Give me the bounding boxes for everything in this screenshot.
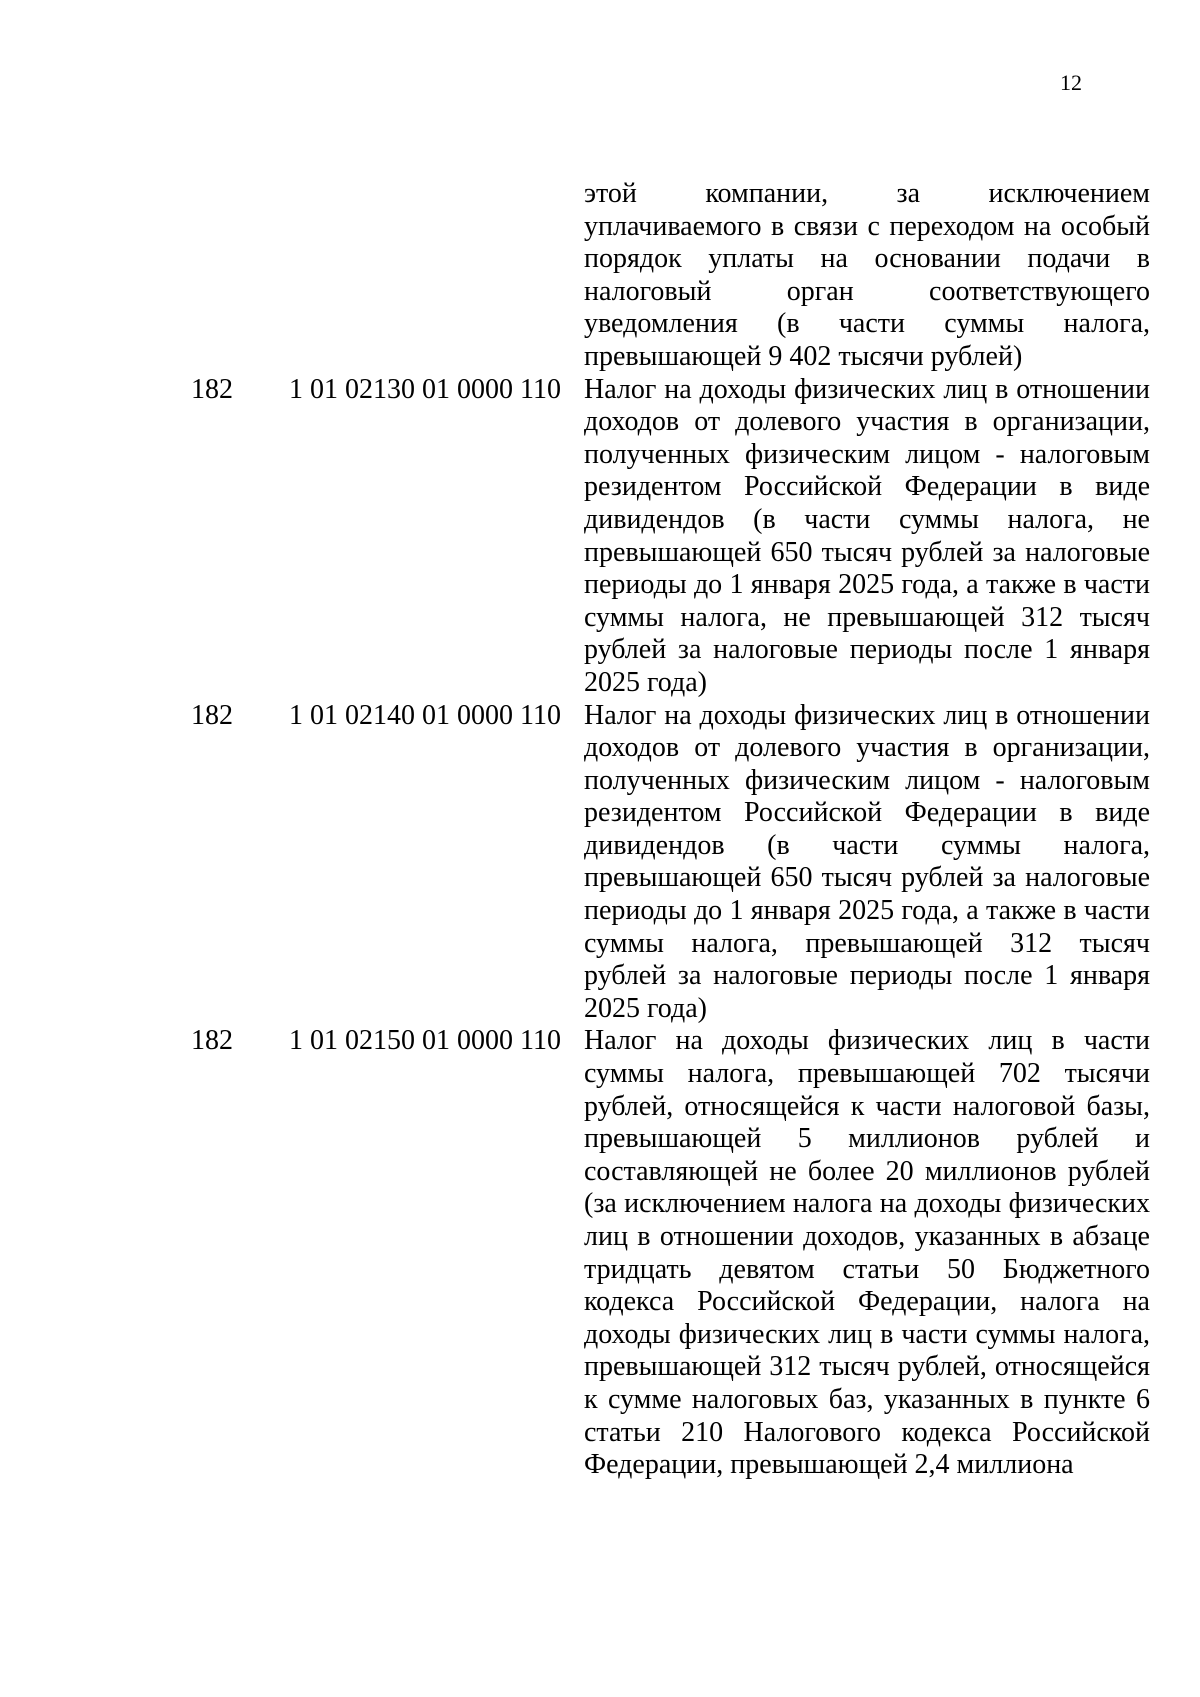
income-name: этой компании, за исключением уплачиваемого в связи с переходом на особый порядок уплаты на основании подачи в налоговый орган соответствующего уведомления (в части суммы налога, превышающей 9 402 тысячи рублей) (584, 178, 1150, 372)
budget-classification-code: 1 01 02140 01 0000 110 (289, 699, 561, 731)
income-name: Налог на доходы физических лиц в отношении доходов от долевого участия в организации, полученных физическим лицом - налоговым резидентом Российской Федерации в виде дивидендов (в части суммы налога, не превышающей 650 тысяч рублей за налоговые периоды до 1 января 2025 года, а также в части суммы налога, не превышающей 312 тысяч рублей за налоговые периоды после 1 января 2025 года) (584, 373, 1150, 698)
right-margin (1150, 178, 1200, 374)
admin-code: 182 (191, 1025, 233, 1057)
budget-code-cell (289, 700, 584, 1026)
admin-code-cell (0, 1025, 289, 1481)
table-row (0, 700, 1200, 1026)
table-row (0, 178, 1200, 374)
budget-code-cell (289, 178, 584, 374)
page-number: 12 (1060, 70, 1082, 95)
admin-code: 182 (191, 373, 233, 405)
budget-code-cell (289, 374, 584, 700)
budget-classification-code: 1 01 02130 01 0000 110 (289, 373, 561, 405)
right-margin (1150, 700, 1200, 1026)
admin-code-cell (0, 178, 289, 374)
right-margin (1150, 1025, 1200, 1481)
admin-code-cell (0, 700, 289, 1026)
budget-classification-code: 1 01 02150 01 0000 110 (289, 1025, 561, 1057)
income-codes-table (0, 178, 1200, 1482)
table-row (0, 374, 1200, 700)
table-row (0, 1025, 1200, 1481)
admin-code: 182 (191, 699, 233, 731)
income-name: Налог на доходы физических лиц в отношении доходов от долевого участия в организации, полученных физическим лицом - налоговым резидентом Российской Федерации в виде дивидендов (в части суммы налога, превышающей 650 тысяч рублей за налоговые периоды до 1 января 2025 года, а также в части суммы налога, превышающей 312 тысяч рублей за налоговые периоды после 1 января 2025 года) (584, 699, 1150, 1024)
budget-code-cell (289, 1025, 584, 1481)
income-name: Налог на доходы физических лиц в части суммы налога, превышающей 702 тысячи рублей, относящейся к части налоговой базы, превышающей 5 миллионов рублей и составляющей не более 20 миллионов рублей (за исключением налога на доходы физических лиц в отношении доходов, указанных в абзаце тридцать девятом статьи 50 Бюджетного кодекса Российской Федерации, налога на доходы физических лиц в части суммы налога, превышающей 312 тысяч рублей, относящейся к сумме налоговых баз, указанных в пункте 6 статьи 210 Налогового кодекса Российской Федерации, превышающей 2,4 миллиона (584, 1025, 1150, 1481)
admin-code-cell (0, 374, 289, 700)
right-margin (1150, 374, 1200, 700)
